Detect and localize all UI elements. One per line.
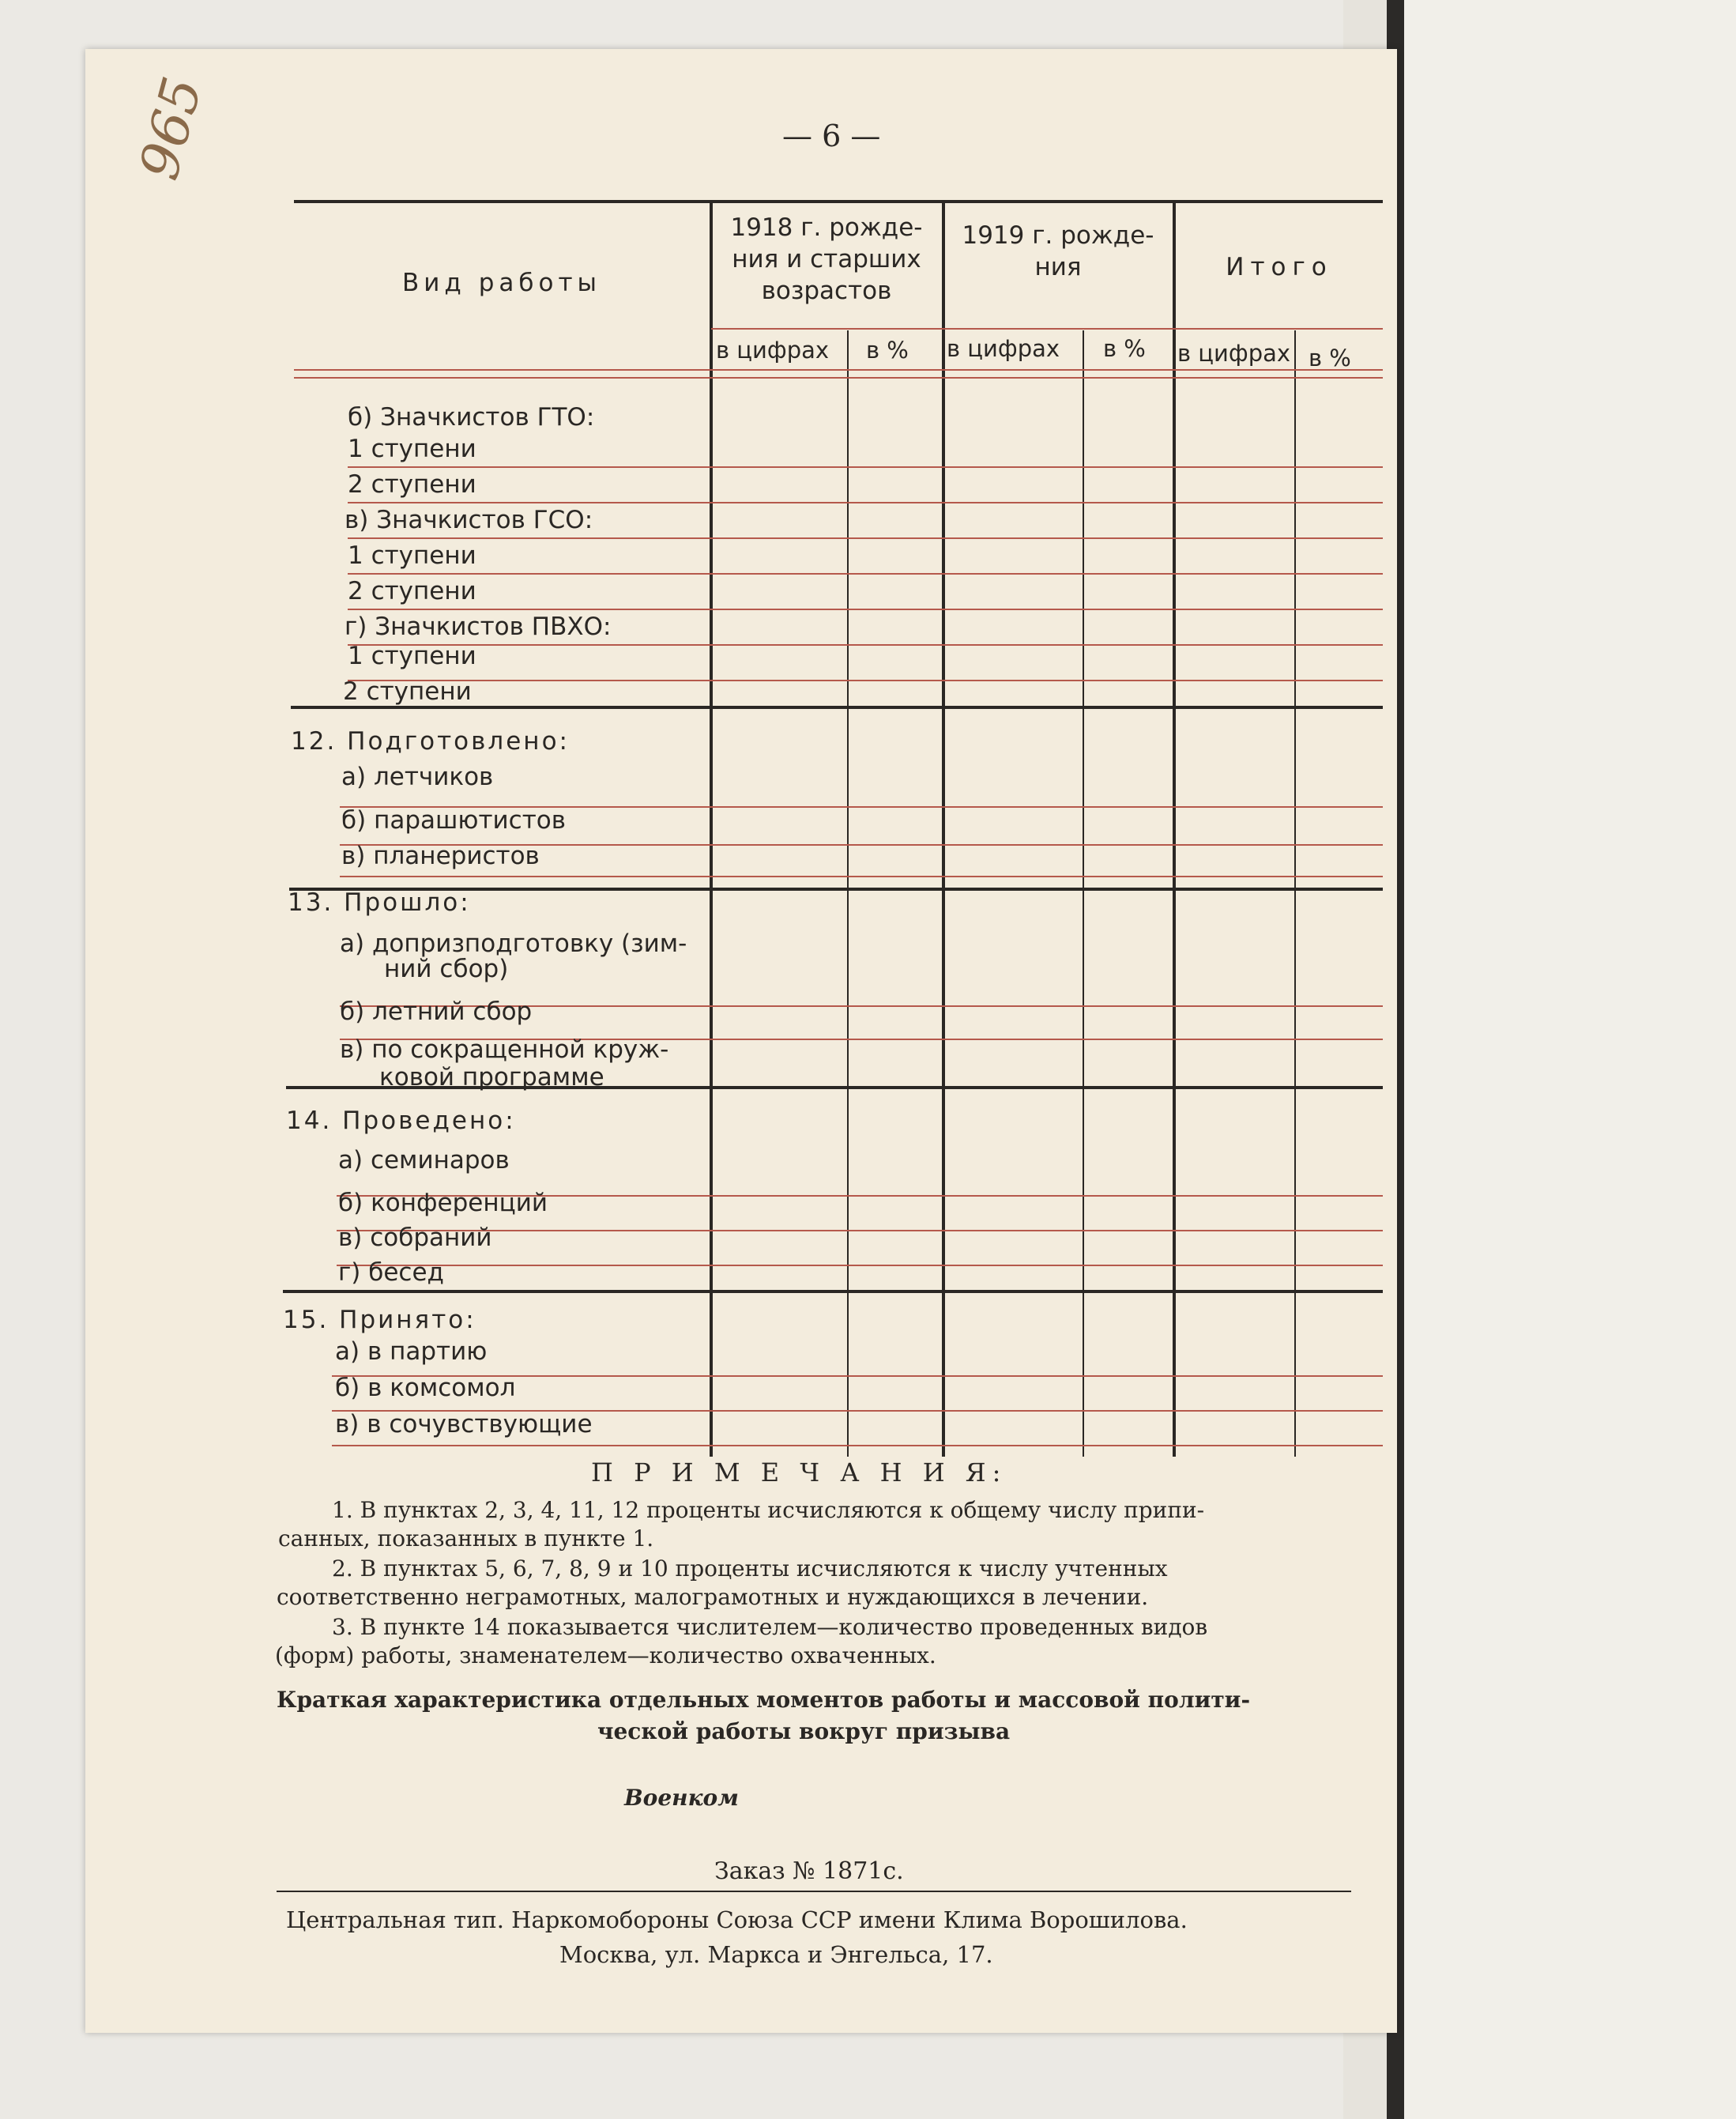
row-rule	[337, 1230, 1383, 1231]
section-label-13: 13. Прошло:	[288, 888, 471, 917]
column-header-total: Итого	[1226, 253, 1333, 281]
subheader-digits: в цифрах	[1177, 340, 1291, 367]
row-rule	[337, 1265, 1383, 1266]
row-label: в) по сокращенной круж-	[340, 1035, 669, 1064]
row-rule	[348, 502, 1383, 503]
page-number: — 6 —	[782, 119, 881, 153]
row-rule	[332, 1445, 1383, 1446]
row-label: а) летчиков	[341, 763, 494, 791]
column-divider	[710, 200, 713, 1457]
row-label: а) допризподготовку (зим-	[340, 929, 687, 958]
row-label: ний сбор)	[384, 955, 509, 983]
row-label: в) собраний	[338, 1224, 492, 1252]
subcolumn-divider	[847, 330, 849, 1457]
section-label-12: 12. Подготовлено:	[291, 727, 570, 756]
column-divider	[942, 200, 945, 1457]
row-rule	[348, 537, 1383, 539]
table-top-rule	[294, 200, 1383, 203]
column-header-1919: 1919 г. рожде- ния	[962, 221, 1154, 281]
column-divider	[1173, 200, 1176, 1457]
note-line: 3. В пункте 14 показывается числителем—количество проведенных видов	[332, 1614, 1208, 1640]
printer-line: Центральная тип. Наркомобороны Союза ССР имени Клима Ворошилова.	[286, 1906, 1188, 1933]
row-label: в) Значкистов ГСО:	[345, 506, 593, 534]
row-label: 2 ступени	[348, 470, 476, 499]
row-label: 2 ступени	[343, 677, 472, 706]
row-label: б) парашютистов	[341, 806, 567, 835]
subheader-digits: в цифрах	[947, 335, 1060, 362]
summary-line: ческой работы вокруг призыва	[597, 1718, 1011, 1744]
column-header-kind: Вид работы	[402, 269, 601, 297]
summary-line: Краткая характеристика отдельных моментов работы и массовой полити-	[277, 1687, 1251, 1713]
row-label: а) в партию	[335, 1337, 488, 1366]
header-subrule	[711, 328, 1383, 330]
row-rule	[348, 609, 1383, 610]
section-label-14: 14. Проведено:	[286, 1107, 516, 1135]
subcolumn-divider	[1294, 330, 1296, 1457]
order-number: Заказ № 1871с.	[714, 1857, 904, 1885]
footer-rule	[277, 1891, 1351, 1892]
row-label: 2 ступени	[348, 577, 476, 605]
row-rule	[348, 680, 1383, 681]
row-rule	[348, 644, 1383, 646]
row-label: б) летний сбор	[340, 997, 533, 1026]
section-rule	[291, 706, 1383, 709]
row-label: б) Значкистов ГТО:	[348, 403, 595, 432]
handwritten-margin-note: 965	[128, 70, 215, 187]
adjacent-typed-page	[1404, 0, 1736, 2119]
subcolumn-divider	[1083, 330, 1084, 1457]
row-label: ковой программе	[379, 1063, 604, 1092]
header-bottom-rule	[294, 369, 1383, 371]
subheader-percent: в %	[1103, 335, 1146, 362]
row-label: б) конференций	[338, 1189, 548, 1217]
note-line: санных, показанных в пункте 1.	[278, 1525, 654, 1552]
subheader-percent: в %	[866, 337, 909, 364]
note-line: 2. В пунктах 5, 6, 7, 8, 9 и 10 проценты исчисляются к числу учтенных	[332, 1555, 1168, 1582]
row-label: 1 ступени	[348, 435, 476, 463]
row-label: б) в комсомол	[335, 1374, 516, 1402]
row-label: а) семинаров	[338, 1146, 510, 1174]
section-label-15: 15. Принято:	[283, 1306, 476, 1334]
row-rule	[348, 573, 1383, 575]
signature-label: Военком	[624, 1785, 739, 1811]
row-label: г) Значкистов ПВХО:	[345, 613, 612, 641]
row-label: в) планеристов	[341, 842, 540, 870]
printer-address: Москва, ул. Маркса и Энгельса, 17.	[559, 1941, 993, 1968]
subheader-digits: в цифрах	[716, 337, 830, 364]
notes-heading: П Р И М Е Ч А Н И Я:	[591, 1457, 1007, 1487]
section-rule	[283, 1290, 1383, 1293]
row-rule	[348, 466, 1383, 468]
row-label: 1 ступени	[348, 541, 476, 570]
note-line: 1. В пунктах 2, 3, 4, 11, 12 проценты исчисляются к общему числу припи-	[332, 1497, 1205, 1523]
note-line: (форм) работы, знаменателем—количество охваченных.	[275, 1642, 936, 1668]
note-line: соответственно неграмотных, малограмотных и нуждающихся в лечении.	[277, 1584, 1149, 1610]
row-label: 1 ступени	[348, 642, 476, 670]
row-rule	[340, 876, 1383, 877]
header-bottom-rule	[294, 377, 1383, 379]
subheader-percent: в %	[1309, 345, 1351, 371]
row-label: в) в сочувствующие	[335, 1410, 593, 1438]
row-label: г) бесед	[338, 1258, 444, 1287]
column-header-1918: 1918 г. рожде- ния и старших возрастов	[730, 213, 923, 305]
